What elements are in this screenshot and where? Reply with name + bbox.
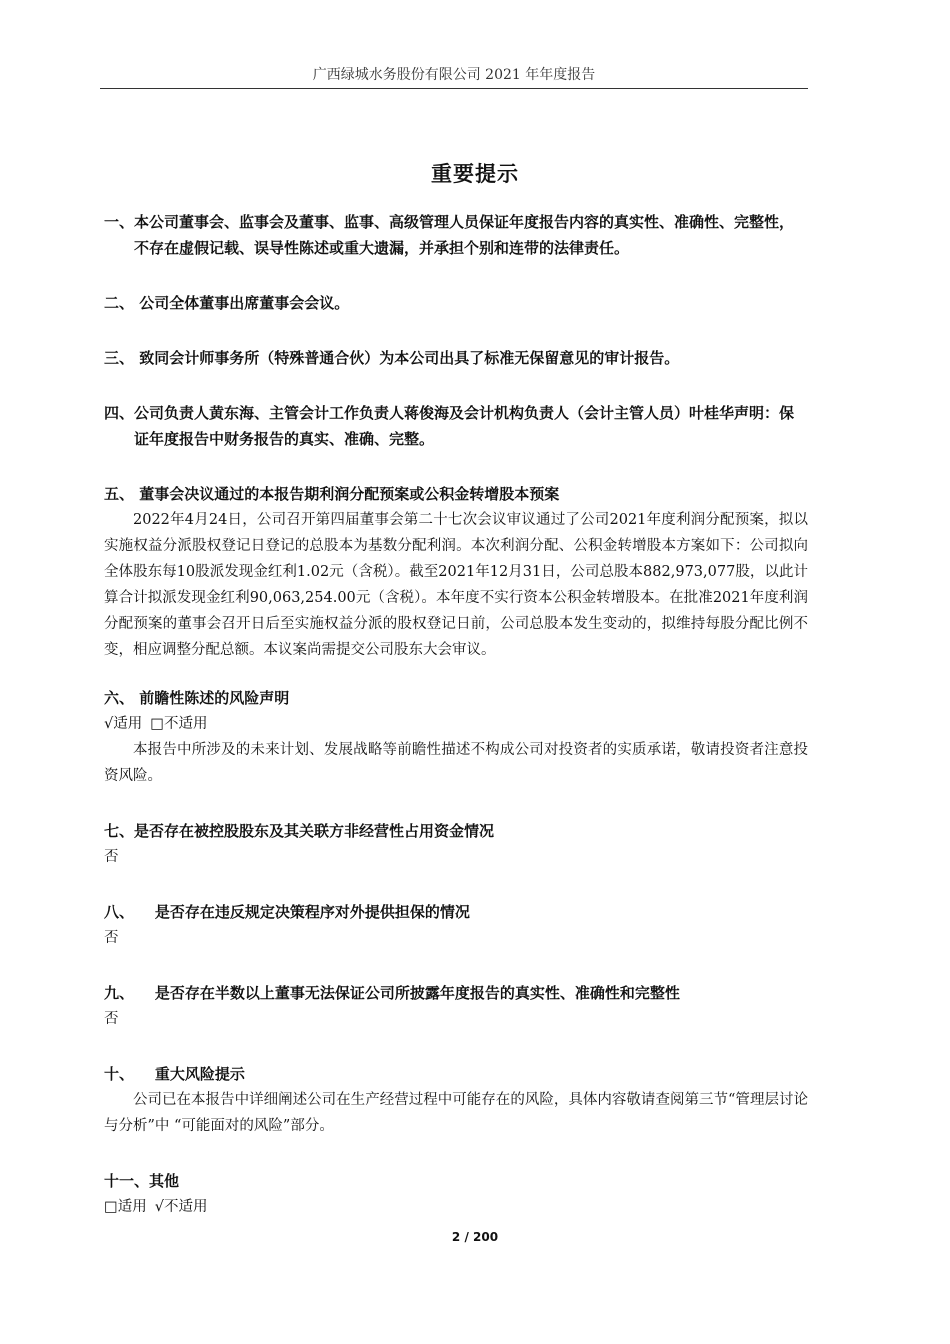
section-2-text: 二、 公司全体董事出席董事会会议。 bbox=[104, 294, 350, 312]
section-3 bbox=[104, 345, 808, 371]
section-4-text: 四、公司负责人黄东海、主管会计工作负责人蒋俊海及会计机构负责人（会计主管人员）叶桂华声明：保证年度报告中财务报告的真实、准确、完整。 bbox=[104, 404, 795, 448]
section-2 bbox=[104, 290, 808, 316]
not-applicable-checkbox: √不适用 bbox=[154, 1199, 208, 1215]
section-10-body: 公司已在本报告中详细阐述公司在生产经营过程中可能存在的风险，具体内容敬请查阅第三节“管理层讨论与分析”中 “可能面对的风险”部分。 bbox=[104, 1092, 808, 1134]
section-6-body: 本报告中所涉及的未来计划、发展战略等前瞻性描述不构成公司对投资者的实质承诺，敬请投资者注意投资风险。 bbox=[104, 742, 808, 784]
section-11 bbox=[104, 1168, 808, 1220]
section-5-heading: 五、 董事会决议通过的本报告期利润分配预案或公积金转增股本预案 bbox=[104, 485, 560, 503]
section-1-text: 一、本公司董事会、监事会及董事、监事、高级管理人员保证年度报告内容的真实性、准确性、完整性，不存在虚假记载、误导性陈述或重大遗漏，并承担个别和连带的法律责任。 bbox=[104, 213, 795, 257]
section-8-answer: 否 bbox=[104, 930, 119, 946]
section-3-text: 三、 致同会计师事务所（特殊普通合伙）为本公司出具了标准无保留意见的审计报告。 bbox=[104, 349, 680, 367]
not-applicable-checkbox: □不适用 bbox=[150, 716, 208, 732]
section-8 bbox=[104, 899, 808, 951]
section-7 bbox=[104, 818, 808, 870]
section-7-heading: 七、是否存在被控股股东及其关联方非经营性占用资金情况 bbox=[104, 822, 495, 840]
section-6 bbox=[104, 685, 808, 789]
page-title: 重要提示 bbox=[431, 162, 519, 186]
section-6-heading: 六、 前瞻性陈述的风险声明 bbox=[104, 689, 290, 707]
section-5 bbox=[104, 481, 808, 663]
section-6-applicability bbox=[104, 711, 808, 737]
document-body bbox=[104, 209, 808, 1249]
section-9-answer: 否 bbox=[104, 1011, 119, 1027]
section-11-applicability bbox=[104, 1194, 808, 1220]
applicable-checkbox: √适用 bbox=[104, 716, 143, 732]
section-4 bbox=[104, 400, 808, 452]
section-10-heading: 十、 重大风险提示 bbox=[104, 1065, 245, 1083]
page-header: 广西绿城水务股份有限公司 2021 年年度报告 bbox=[100, 66, 808, 89]
section-1 bbox=[104, 209, 808, 261]
section-7-answer: 否 bbox=[104, 849, 119, 865]
section-10 bbox=[104, 1061, 808, 1139]
page-number: 2 / 200 bbox=[451, 1230, 499, 1244]
section-8-heading: 八、 是否存在违反规定决策程序对外提供担保的情况 bbox=[104, 903, 470, 921]
section-9-heading: 九、 是否存在半数以上董事无法保证公司所披露年度报告的真实性、准确性和完整性 bbox=[104, 984, 680, 1002]
section-11-heading: 十一、其他 bbox=[104, 1172, 180, 1190]
section-9 bbox=[104, 980, 808, 1032]
applicable-checkbox: □适用 bbox=[104, 1199, 147, 1215]
section-5-body: 2022年4月24日，公司召开第四届董事会第二十七次会议审议通过了公司2021年度利润分配预案，拟以实施权益分派股权登记日登记的总股本为基数分配利润。本次利润分配、公积金转增股本方案如下：公司拟向全体股东每10股派发现金红利1.02元（含税）。截至2021年12月31日，公司总股本882,973,077股，以此计算合计拟派发现金红利90,063,254.00元（含税）。本年度不实行资本公积金转增股本。在批准2021年度利润分配预案的董事会召开日后至实施权益分派的股权登记日前，公司总股本发生变动的，拟维持每股分配比例不变，相应调整分配总额。本议案尚需提交公司股东大会审议。 bbox=[104, 512, 808, 658]
